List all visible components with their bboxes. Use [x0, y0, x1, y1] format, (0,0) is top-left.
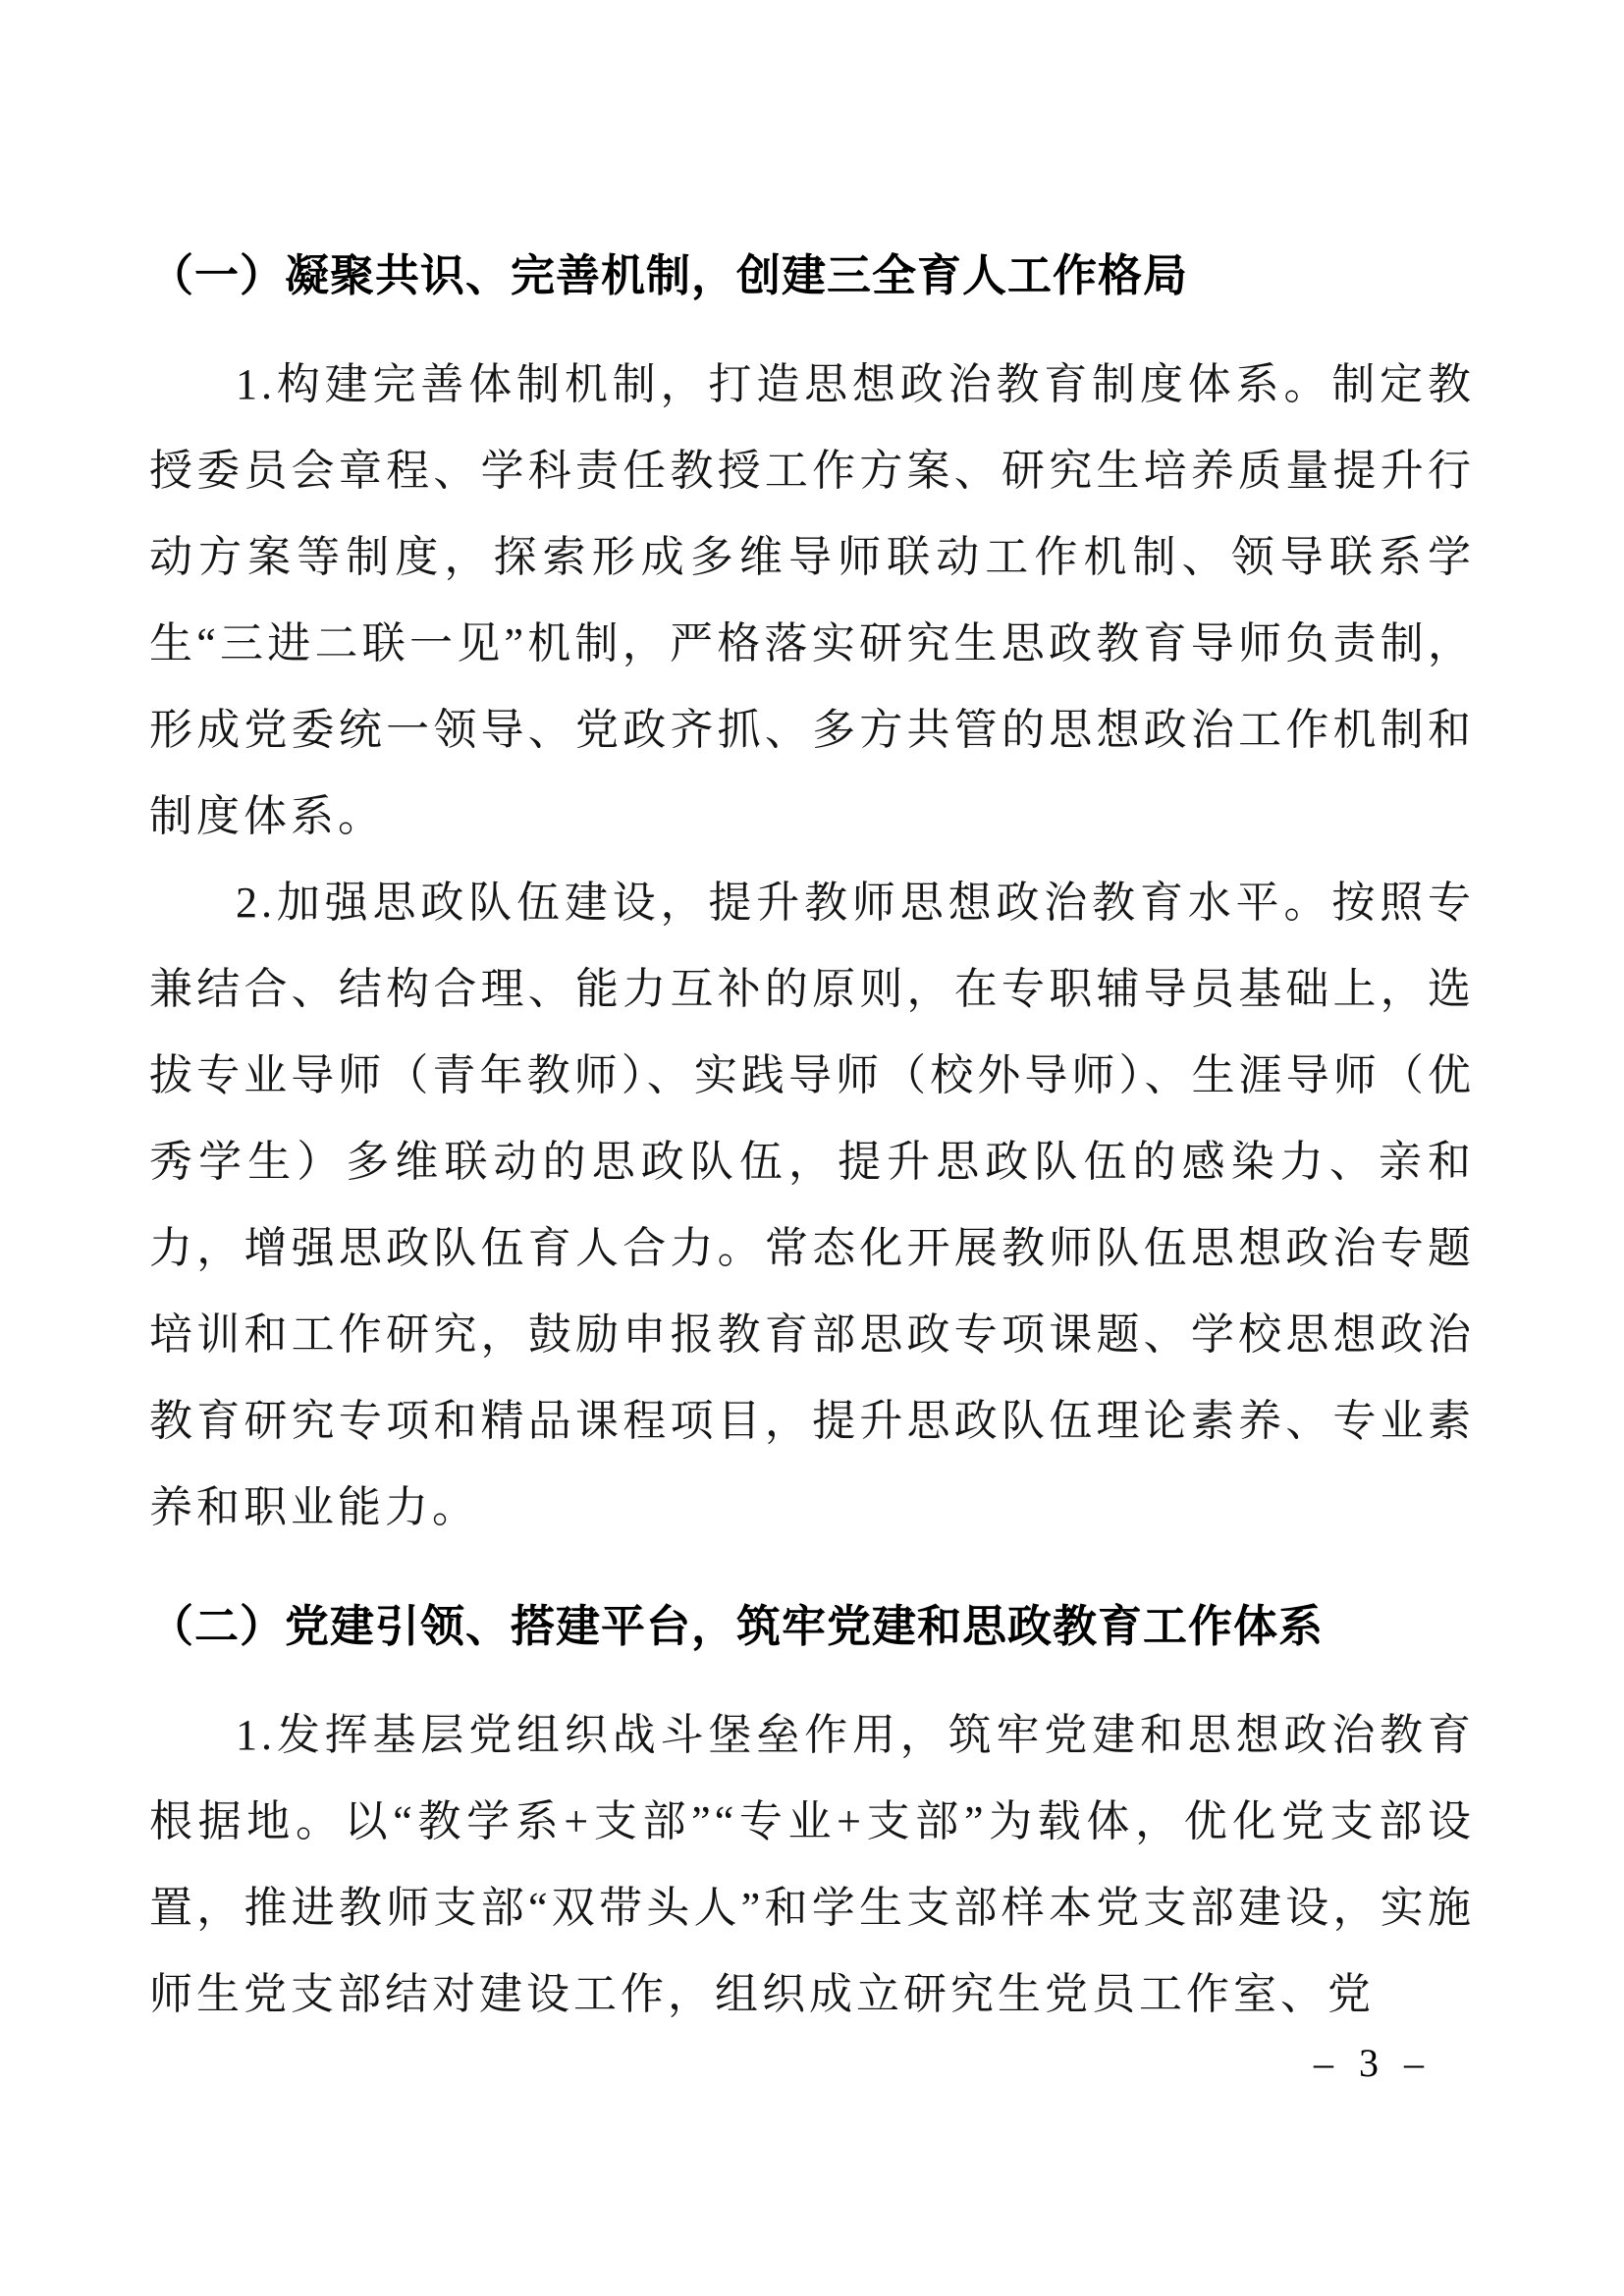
paragraph-2: 2.加强思政队伍建设，提升教师思想政治教育水平。按照专兼结合、结构合理、能力互补的原则，在专职辅导员基础上，选拔专业导师（青年教师）、实践导师（校外导师）、生涯导师（优秀学生）多维联动的思政队伍，提升思政队伍的感染力、亲和力，增强思政队伍育人合力。常态化开展教师队伍思想政治专题培训和工作研究，鼓励申报教育部思政专项课题、学校思想政治教育研究专项和精品课程项目，提升思政队伍理论素养、专业素养和职业能力。 — [149, 879, 1475, 1531]
paragraph-3: 1.发挥基层党组织战斗堡垒作用，筑牢党建和思想政治教育根据地。以“教学系+支部”“专业+支部”为载体，优化党支部设置，推进教师支部“双带头人”和学生支部样本党支部建设，实施师生党支部结对建设工作，组织成立研究生党员工作室、党 — [149, 1711, 1475, 2018]
paragraph-1: 1.构建完善体制机制，打造思想政治教育制度体系。制定教授委员会章程、学科责任教授工作方案、研究生培养质量提升行动方案等制度，探索形成多维导师联动工作机制、领导联系学生“三进二联一见”机制，严格落实研究生思政教育导师负责制，形成党委统一领导、党政齐抓、多方共管的思想政治工作机制和制度体系。 — [149, 360, 1475, 840]
page-number: – 3 – — [1314, 2041, 1432, 2085]
section-heading-1: （一）凝聚共识、完善机制，创建三全育人工作格局 — [149, 251, 1189, 300]
document-body — [149, 232, 1475, 2038]
section-heading-2: （二）党建引领、搭建平台，筑牢党建和思政教育工作体系 — [149, 1602, 1325, 1651]
